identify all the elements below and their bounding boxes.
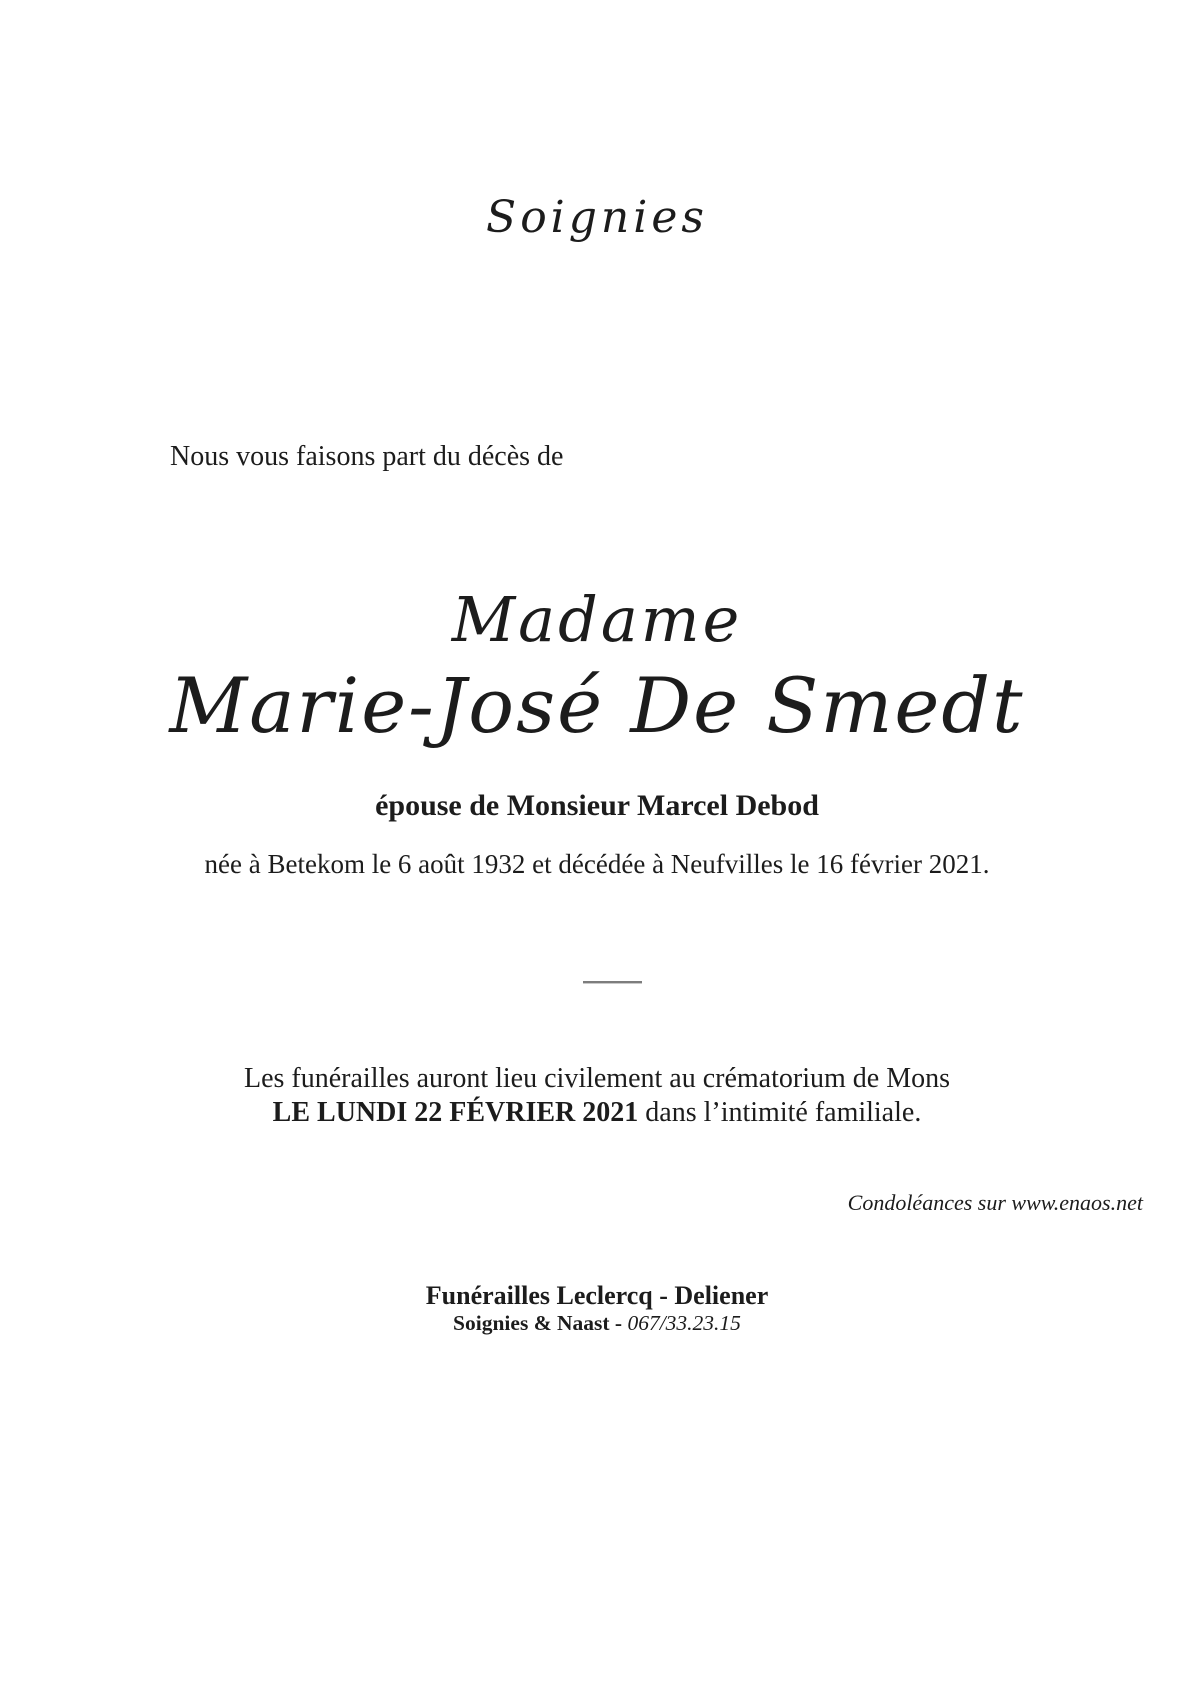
funeral-home-location: Soignies & Naast - <box>453 1311 628 1335</box>
spouse-line: épouse de Monsieur Marcel Debod <box>375 789 819 822</box>
condolences-note: Condoléances sur www.enaos.net <box>847 1190 1143 1215</box>
funeral-home-name: Funérailles Leclercq - Deliener <box>425 1281 769 1310</box>
birth-death-line: née à Betekom le 6 août 1932 et décédée à Neufvilles le 16 février 2021. <box>204 849 990 879</box>
ceremony-line-2-rest: dans l’intimité familiale. <box>638 1097 922 1128</box>
ceremony-line-1: Les funérailles auront lieu civilement au crématorium de Mons <box>244 1063 950 1094</box>
separator-rule <box>583 981 642 983</box>
ceremony-date: LE LUNDI 22 FÉVRIER 2021 <box>272 1097 639 1128</box>
city-script-header: Soignies <box>486 192 708 243</box>
ceremony-line-2 <box>0 1097 1194 1129</box>
deceased-name: Marie-José De Smedt <box>169 661 1025 750</box>
deceased-title: Madame <box>451 583 743 656</box>
funeral-home-phone: 067/33.23.15 <box>627 1311 741 1335</box>
funeral-home-contact <box>0 1311 1194 1336</box>
intro-line: Nous vous faisons part du décès de <box>170 441 564 472</box>
